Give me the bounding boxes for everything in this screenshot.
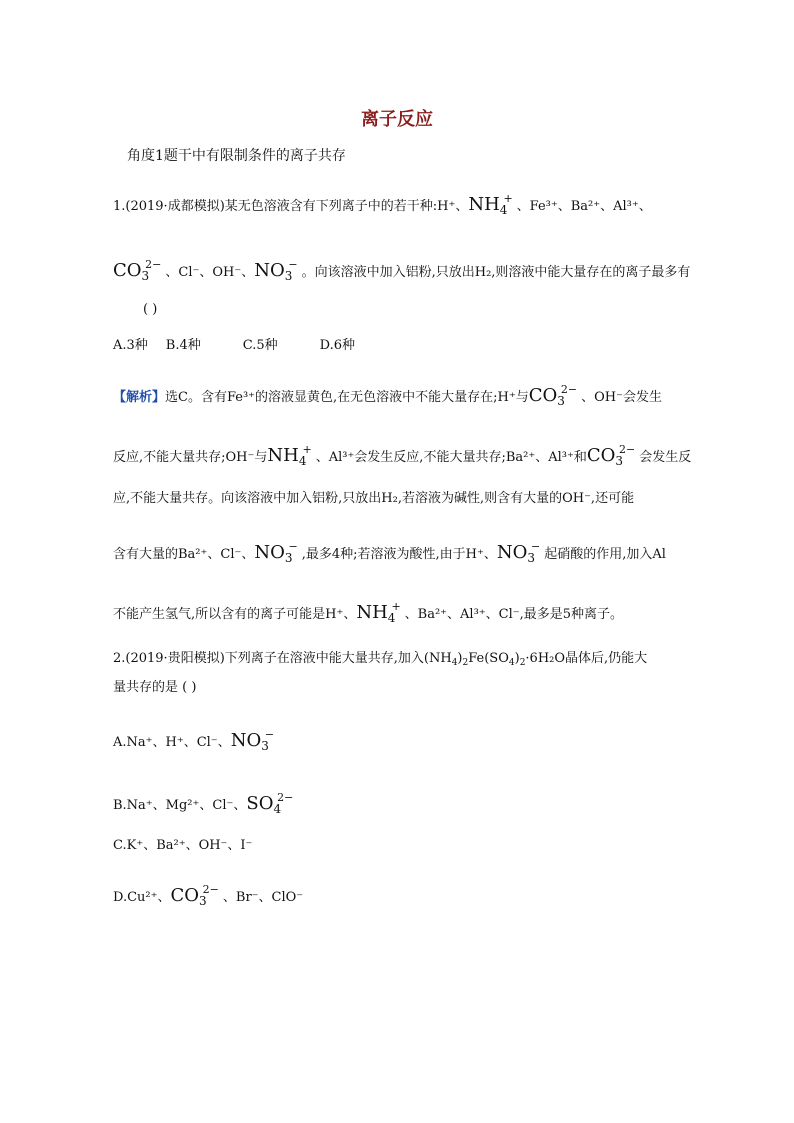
analysis-line-3: 应,不能大量共存。向该溶液中加入铝粉,只放出H₂,若溶液为碱性,则含有大量的OH⁻,还可能 xyxy=(113,491,635,506)
section-heading: 角度1题干中有限制条件的离子共存 xyxy=(127,148,346,164)
nitrate-ion: NO3− xyxy=(496,540,541,565)
q2-option-a: A.Na⁺、H⁺、Cl⁻、NO3− xyxy=(113,728,278,753)
q2-line-2: 量共存的是 ( ) xyxy=(113,680,197,695)
ammonium-ion: NH4+ xyxy=(267,443,312,468)
q1-line-2: $CO3^{2-}$、Cl⁻、OH⁻、NO3−。向该溶液中加入铝粉,只放出H₂,则溶液中能大量存在的离子最多有 xyxy=(113,258,691,283)
q2-option-d: D.Cu²⁺、$CO3^{2-}$、Br⁻、ClO⁻ xyxy=(113,883,304,908)
q1-line-1: 1.(2019·成都模拟)某无色溶液含有下列离子中的若干种:H⁺、NH4+、Fe³⁺、Ba²⁺、Al³⁺、 xyxy=(113,192,652,217)
q2-line-1: 2.(2019·贵阳模拟)下列离子在溶液中能大量共存,加入$(NH_4)_2Fe(SO_4)_2\cdot 6H_2O$晶体后,仍能大 xyxy=(113,651,648,668)
q1-options xyxy=(113,334,373,353)
ammonium-ion: NH4+ xyxy=(468,192,513,217)
q2-option-b: B.Na⁺、Mg²⁺、Cl⁻、$SO4^{2-}$ xyxy=(113,791,297,816)
analysis-tag: 【解析】 xyxy=(113,390,166,405)
carbonate-ion: $CO3^{2-}$ xyxy=(586,443,636,468)
analysis-line-5: 不能产生氢气,所以含有的离子可能是H⁺、NH4+、Ba²⁺、Al³⁺、Cl⁻,最多是5种离子。 xyxy=(113,600,624,625)
q1-option-d: D.6种 xyxy=(319,338,356,353)
analysis-line-4: 含有大量的Ba²⁺、Cl⁻、NO3−,最多4种;若溶液为酸性,由于H⁺、NO3−起硝酸的作用,加入Al xyxy=(113,540,666,565)
q2-option-c: C.K⁺、Ba²⁺、OH⁻、I⁻ xyxy=(113,838,253,853)
carbonate-ion: $CO3^{2-}$ xyxy=(113,258,162,283)
page-title: 离子反应 xyxy=(361,109,433,130)
nitrate-ion: NO3− xyxy=(254,258,298,283)
q1-option-b: B.4种 xyxy=(165,338,201,353)
q1-answer-blank: ( ) xyxy=(143,302,158,317)
carbonate-ion: $CO3^{2-}$ xyxy=(170,883,219,908)
nitrate-ion: NO3− xyxy=(254,540,298,565)
analysis-line-2: 反应,不能大量共存;OH⁻与NH4+、Al³⁺会发生反应,不能大量共存;Ba²⁺、Al³⁺和$CO3^{2-}$会发生反 xyxy=(113,443,692,468)
carbonate-ion: $CO3^{2-}$ xyxy=(528,383,578,408)
q1-option-c: C.5种 xyxy=(242,338,278,353)
q1-option-a: A.3种 xyxy=(113,338,148,353)
nitrate-ion: NO3− xyxy=(230,728,275,753)
ammonium-ion: NH4+ xyxy=(356,600,401,625)
sulfate-ion: $SO4^{2-}$ xyxy=(246,791,294,816)
analysis-line-1: 【解析】选C。含有Fe³⁺的溶液显黄色,在无色溶液中不能大量存在;H⁺与$CO3^{2-}$、OH⁻会发生 xyxy=(113,383,662,408)
